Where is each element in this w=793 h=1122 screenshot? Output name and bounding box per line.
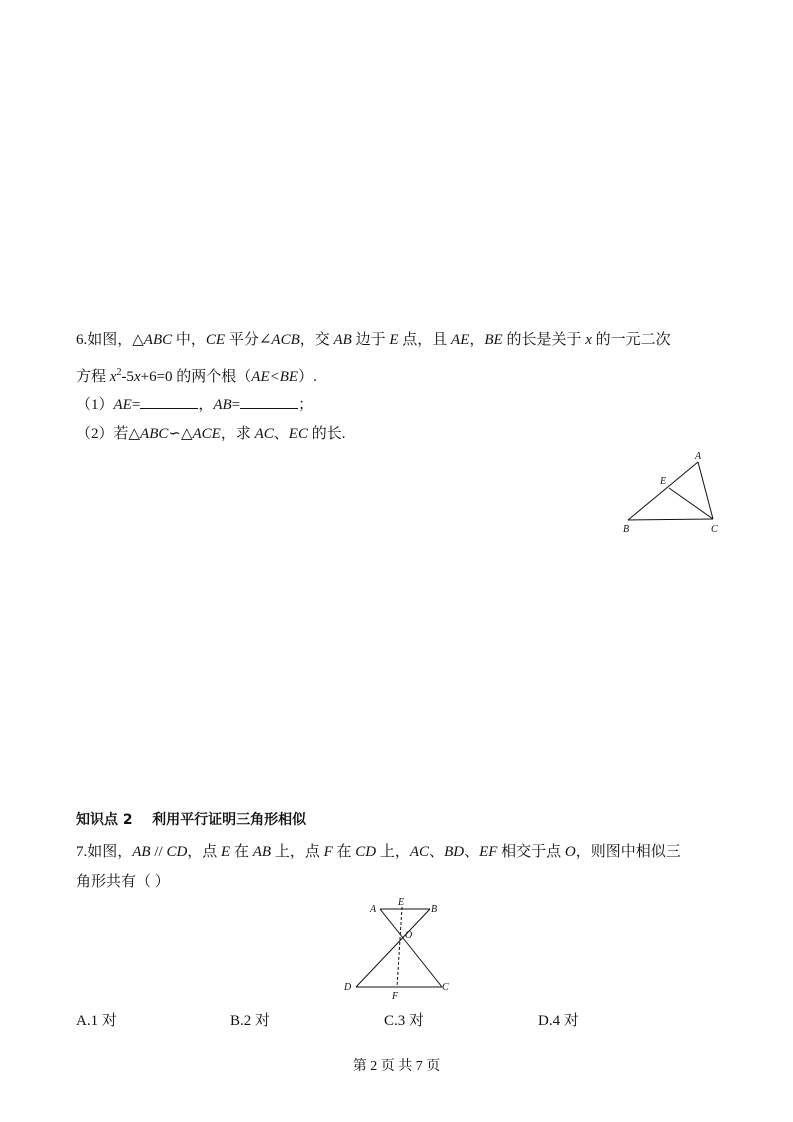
q6-line1: 6.如图，△ABC 中，CE 平分∠ACB，交 AB 边于 E 点，且 AE，BE 的长是关于 x 的一元二次: [76, 332, 671, 348]
q6-triangle-figure: [618, 448, 728, 540]
option-d[interactable]: D.4 对: [538, 1013, 579, 1029]
label-f: F: [392, 991, 399, 1002]
label-b: B: [431, 904, 438, 915]
label-b: B: [623, 524, 630, 535]
option-a[interactable]: A.1 对: [76, 1013, 117, 1029]
segment-bc: [628, 519, 713, 520]
label-e: E: [398, 897, 405, 908]
q6-line2: 方程 $x^2-5x+6=0$ 的两个根（AE<BE）.: [76, 367, 317, 385]
segment-ac: [380, 909, 442, 987]
segment-ef: [397, 907, 402, 987]
label-a: A: [695, 451, 702, 462]
q7-line2: 角形共有（ ）: [76, 874, 170, 890]
q6-part1: （1）AE= ，AB= ；: [76, 394, 313, 415]
label-a: A: [370, 904, 377, 915]
segment-bd: [356, 909, 430, 987]
section-heading: 知识点 2 利用平行证明三角形相似: [76, 812, 307, 828]
option-c[interactable]: C.3 对: [384, 1013, 425, 1029]
label-d: D: [344, 982, 352, 993]
q7-hourglass-figure: [338, 893, 458, 1005]
label-c: C: [711, 524, 718, 535]
q7-line1: 7.如图，AB // CD，点 E 在 AB 上，点 F 在 CD 上，AC、BD、EF 相交于点 O，则图中相似三: [76, 844, 681, 860]
q6-part2: （2）若△ABC∽△ACE，求 AC、EC 的长.: [76, 426, 346, 442]
page-footer: 第 2 页 共 7 页: [352, 1059, 441, 1074]
answer-blank-ab[interactable]: [240, 394, 298, 409]
answer-blank-ae[interactable]: [140, 394, 198, 409]
segment-ab: [628, 462, 698, 520]
label-c: C: [442, 982, 449, 993]
label-o: O: [405, 930, 413, 941]
label-e: E: [660, 476, 667, 487]
option-b[interactable]: B.2 对: [230, 1013, 271, 1029]
